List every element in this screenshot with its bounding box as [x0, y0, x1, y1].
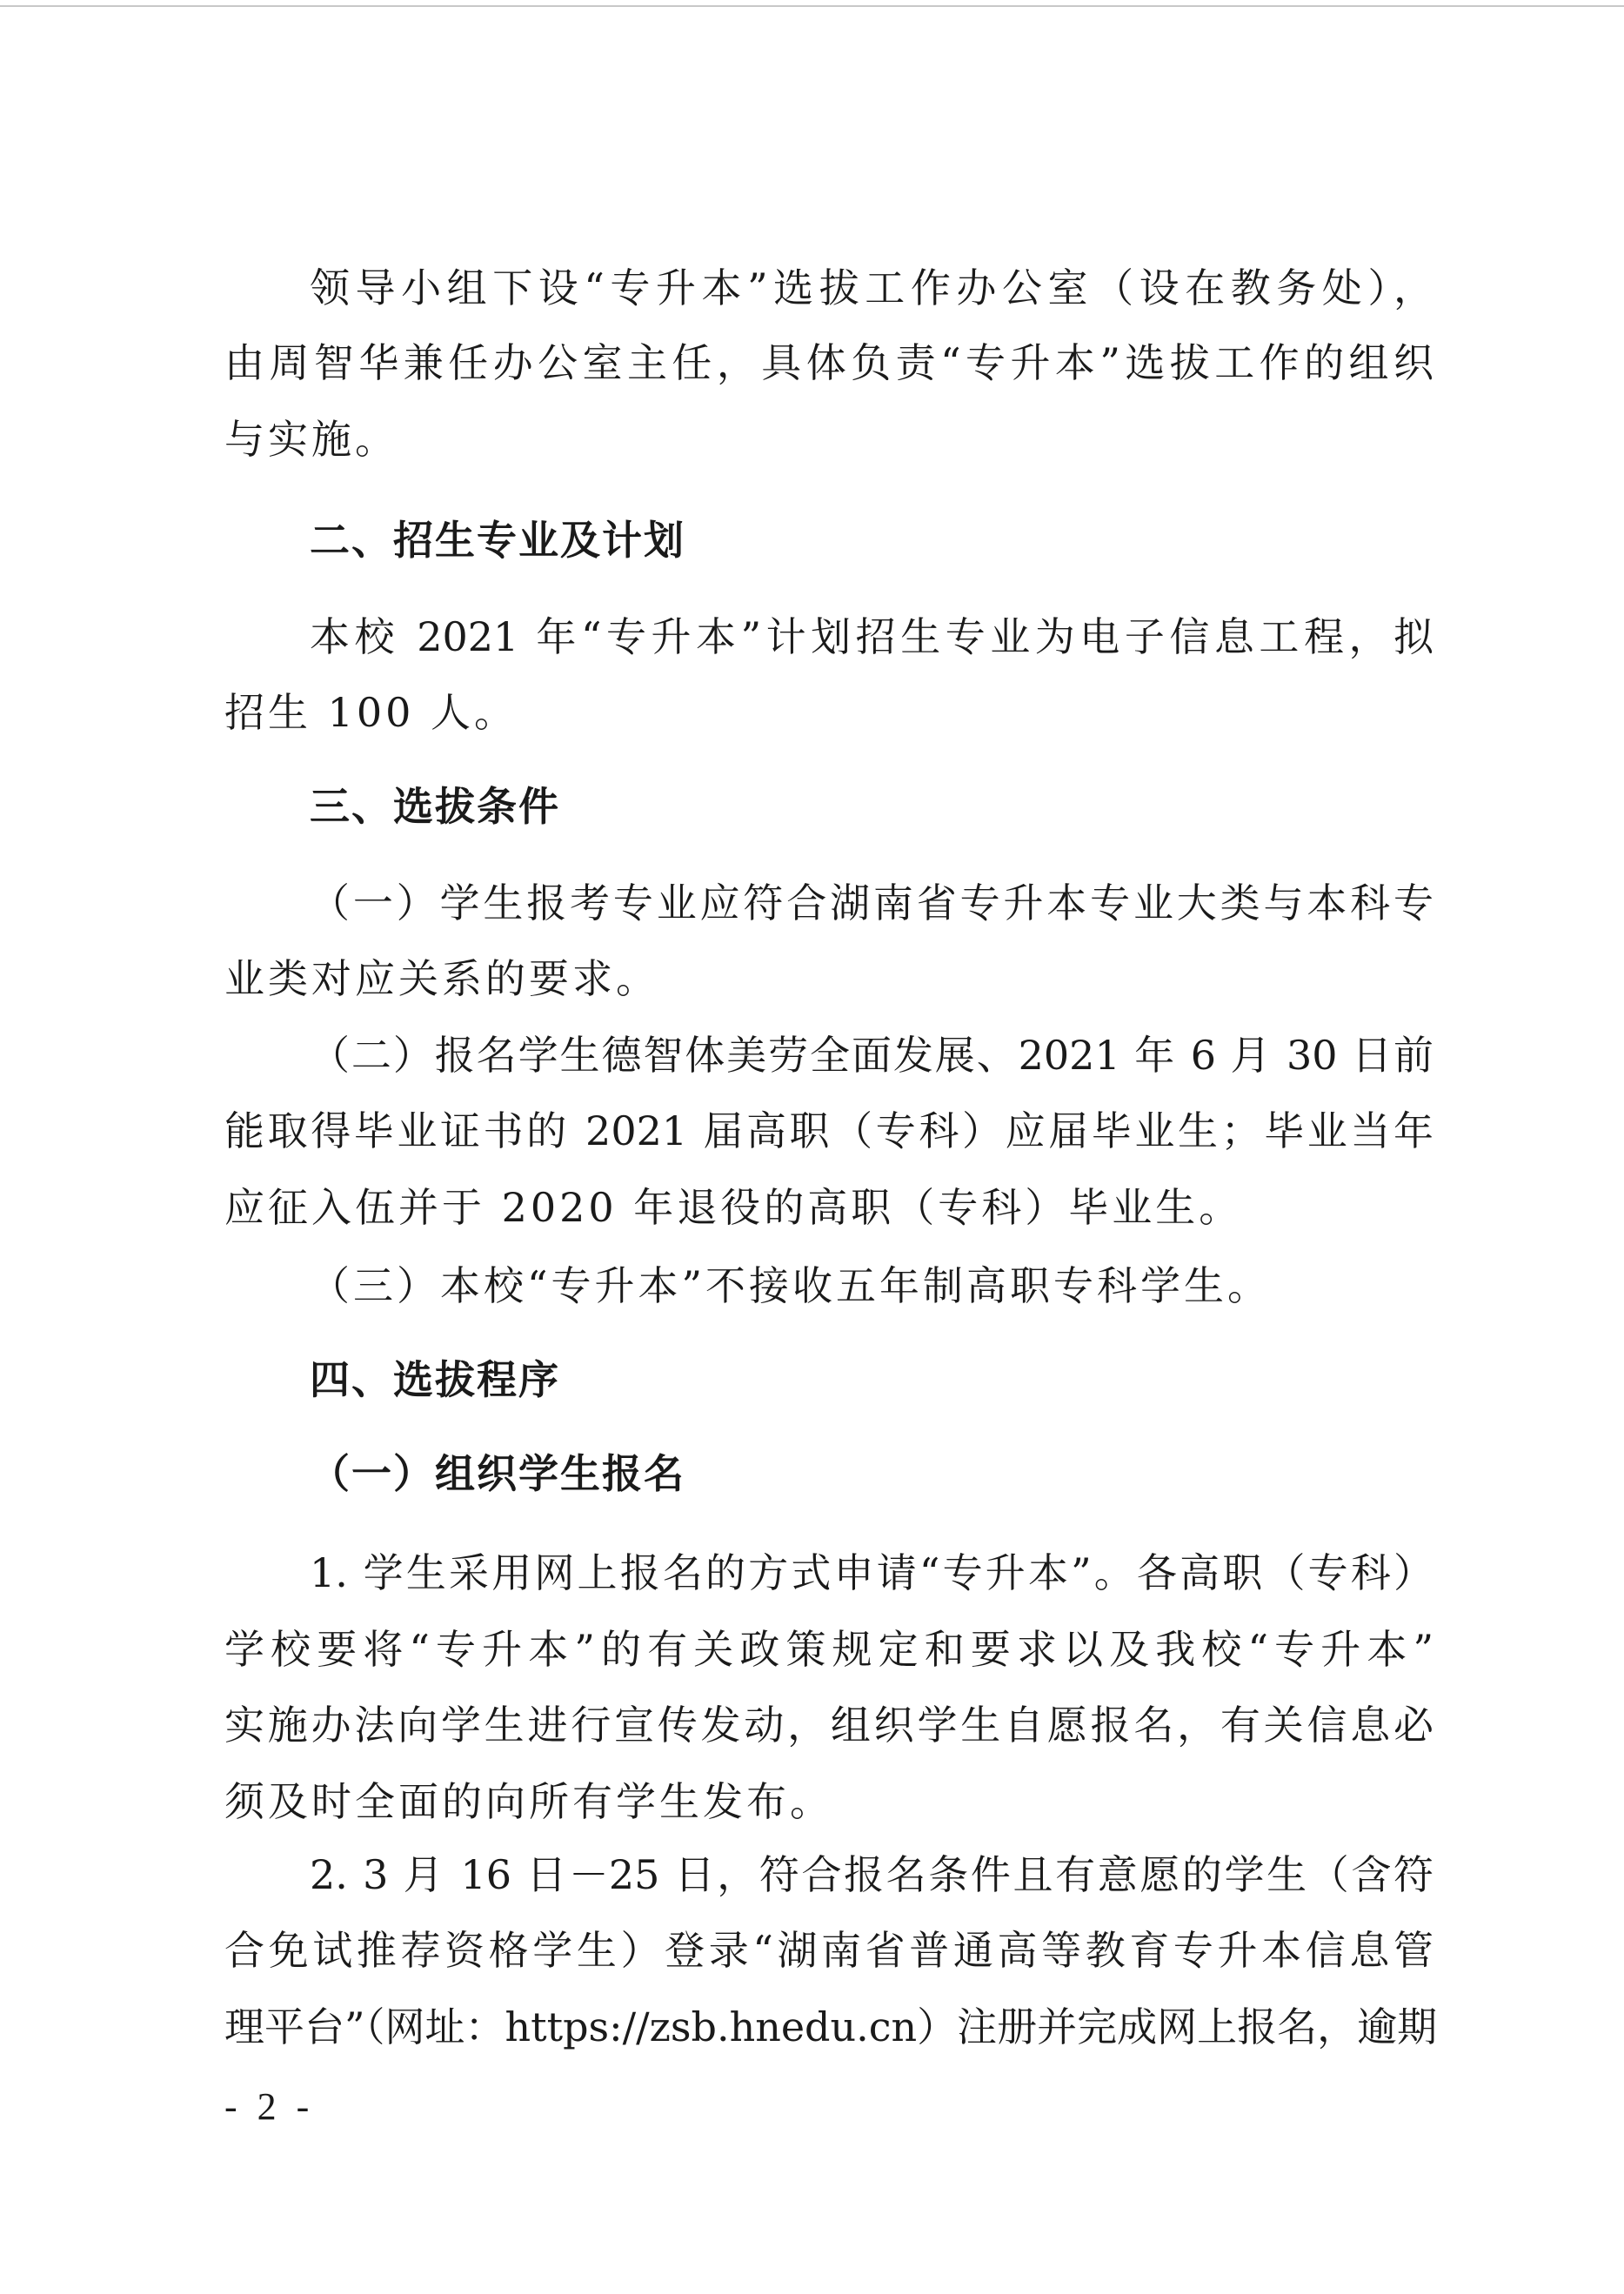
paragraph-line: 领导小组下设“专升本”选拔工作办公室（设在教务处）， [310, 264, 1434, 311]
paragraph-line: 与实施。 [224, 416, 398, 463]
page-number: - 2 - [224, 2085, 315, 2128]
paragraph-line: 本校 2021 年“专升本”计划招生专业为电子信息工程，拟 [310, 613, 1434, 660]
paragraph-line: 学校要将“专升本”的有关政策规定和要求以及我校“专升本” [224, 1626, 1434, 1673]
paragraph-line: 应征入伍并于 2020 年退役的高职（专科）毕业生。 [224, 1184, 1243, 1231]
section-heading-2: 二、招生专业及计划 [310, 517, 685, 564]
paragraph-line: 理平台”（网址：https://zsb.hnedu.cn）注册并完成网上报名，逾期 [224, 2003, 1438, 2050]
paragraph-line: 实施办法向学生进行宣传发动，组织学生自愿报名，有关信息必 [224, 1702, 1434, 1749]
paragraph-line: 能取得毕业证书的 2021 届高职（专科）应届毕业生；毕业当年 [224, 1107, 1434, 1154]
paragraph-line: 由周智华兼任办公室主任，具体负责“专升本”选拔工作的组织 [224, 339, 1434, 386]
paragraph-line: 2. 3 月 16 日－25 日，符合报名条件且有意愿的学生（含符 [310, 1851, 1434, 1898]
section-heading-3: 三、选拔条件 [310, 783, 560, 830]
paragraph-line: （三）本校“专升本”不接收五年制高职专科学生。 [310, 1262, 1272, 1309]
paragraph-line: 1. 学生采用网上报名的方式申请“专升本”。各高职（专科） [310, 1549, 1434, 1596]
paragraph-line: （一）学生报考专业应符合湖南省专升本专业大类与本科专 [310, 879, 1434, 926]
page-top-border [0, 5, 1624, 7]
paragraph-line: 业类对应关系的要求。 [224, 955, 659, 1002]
section-heading-4: 四、选拔程序 [310, 1356, 560, 1403]
paragraph-line: 须及时全面的向所有学生发布。 [224, 1778, 833, 1825]
paragraph-line: 招生 100 人。 [224, 689, 518, 736]
paragraph-line: 合免试推荐资格学生）登录“湖南省普通高等教育专升本信息管 [224, 1927, 1434, 1974]
subsection-heading: （一）组织学生报名 [310, 1450, 685, 1497]
paragraph-line: （二）报名学生德智体美劳全面发展、2021 年 6 月 30 日前 [310, 1032, 1434, 1079]
